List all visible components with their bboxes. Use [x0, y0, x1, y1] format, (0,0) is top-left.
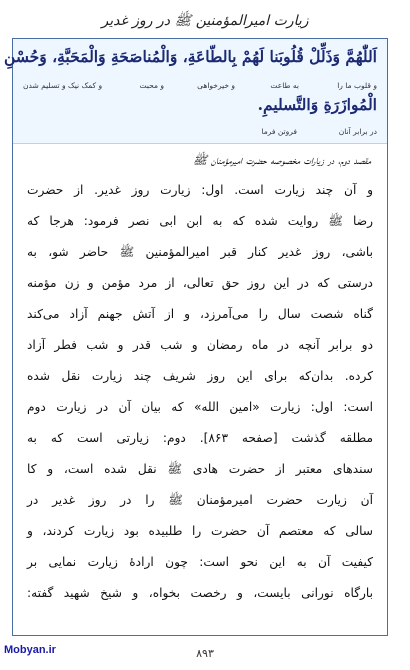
paragraph-line: کرده. بدان‌که برای این روز شریف چند زیارت نقل شده — [27, 369, 373, 383]
dua-translation-1 — [23, 81, 377, 93]
dua-line-1: اَللّٰهُمَّ وَذَلِّلْ قُلُوبَنا لَهُمْ بِالطّاعَةِ، وَالْمُناصَحَةِ وَالْمَحَبَّةِ، وَحُسْنِ — [4, 47, 377, 66]
paragraph-line: سالی که معتصم آن حضرت را طلبیده بود زیارت کردند، و — [27, 524, 373, 538]
paragraph-line: درستی که در این روز حق تعالی، از مرد مؤمن و زن مؤمنه — [27, 276, 373, 290]
dua-tr-item: و قلوب ما را — [337, 81, 377, 90]
dua-tr-item: در برابر آنان — [338, 127, 377, 136]
paragraph-line: کیفیت آن به این نحو است: چون ارادهٔ زیارت نمایی بر — [27, 555, 373, 569]
page-header: زیارت امیرالمؤمنین ﷺ در روز غدیر — [101, 13, 309, 29]
dua-tr-item: به طاعت — [270, 81, 299, 90]
paragraph-line: بارگاه نورانی بایست، و رخصت بخواه، و شیخ شهید گفته: — [27, 586, 373, 600]
paragraph-line: مطلقه گذشت [صفحه ۸۶۳]. دوم: زیارتی است که به — [27, 431, 374, 445]
paragraph-line: است: اول: زیارت «امین الله» که بیان آن در زیارت دوم — [27, 400, 373, 414]
dua-box — [4, 39, 387, 144]
paragraph-line: آن زیارت حضرت امیرمؤمنان ﷺ را در روز غدیر در — [27, 493, 373, 507]
paragraph-line: باشی، روز غدیر کنار قبر امیرالمؤمنین ﷺ حاضر شو، به — [27, 245, 373, 259]
content-frame — [4, 38, 388, 636]
site-watermark: Mobyan.ir — [4, 644, 56, 656]
paragraph-line: رضا ﷺ روایت شده که به ابن ابی نصر فرمود: هرجا که — [27, 214, 373, 228]
dua-line-2: الْمُوازَرَةِ وَالتَّسليمِ. — [257, 95, 377, 114]
dua-tr-item: فروتن فرما — [261, 127, 297, 136]
page-number: ۸۹۳ — [196, 647, 214, 660]
paragraph-line: گناه شصت سال را می‌آمرزد، و از آتش جهنم آزاد می‌کند — [27, 307, 373, 321]
paragraph-line: دو برابر آنچه در ماه رمضان و شب قدر و شب فطر آزاد — [27, 338, 373, 352]
paragraph-line: و آن چند زیارت است. اول: زیارت روز غدیر. از حضرت — [27, 183, 373, 197]
paragraph-line: سندهای معتبر از حضرت هادی ﷺ نقل شده است، و کا — [27, 462, 373, 476]
section-subtitle: مقصد دوم، در زیارات مخصوصه حضرت امیرمؤمنان ﷺ — [192, 153, 371, 167]
dua-tr-item: و خیرخواهی — [197, 81, 235, 90]
dua-tr-item: و کمک نیک و تسلیم شدن — [23, 81, 103, 90]
dua-tr-item: و محبت — [139, 81, 164, 90]
dua-translation-2 — [23, 127, 377, 139]
